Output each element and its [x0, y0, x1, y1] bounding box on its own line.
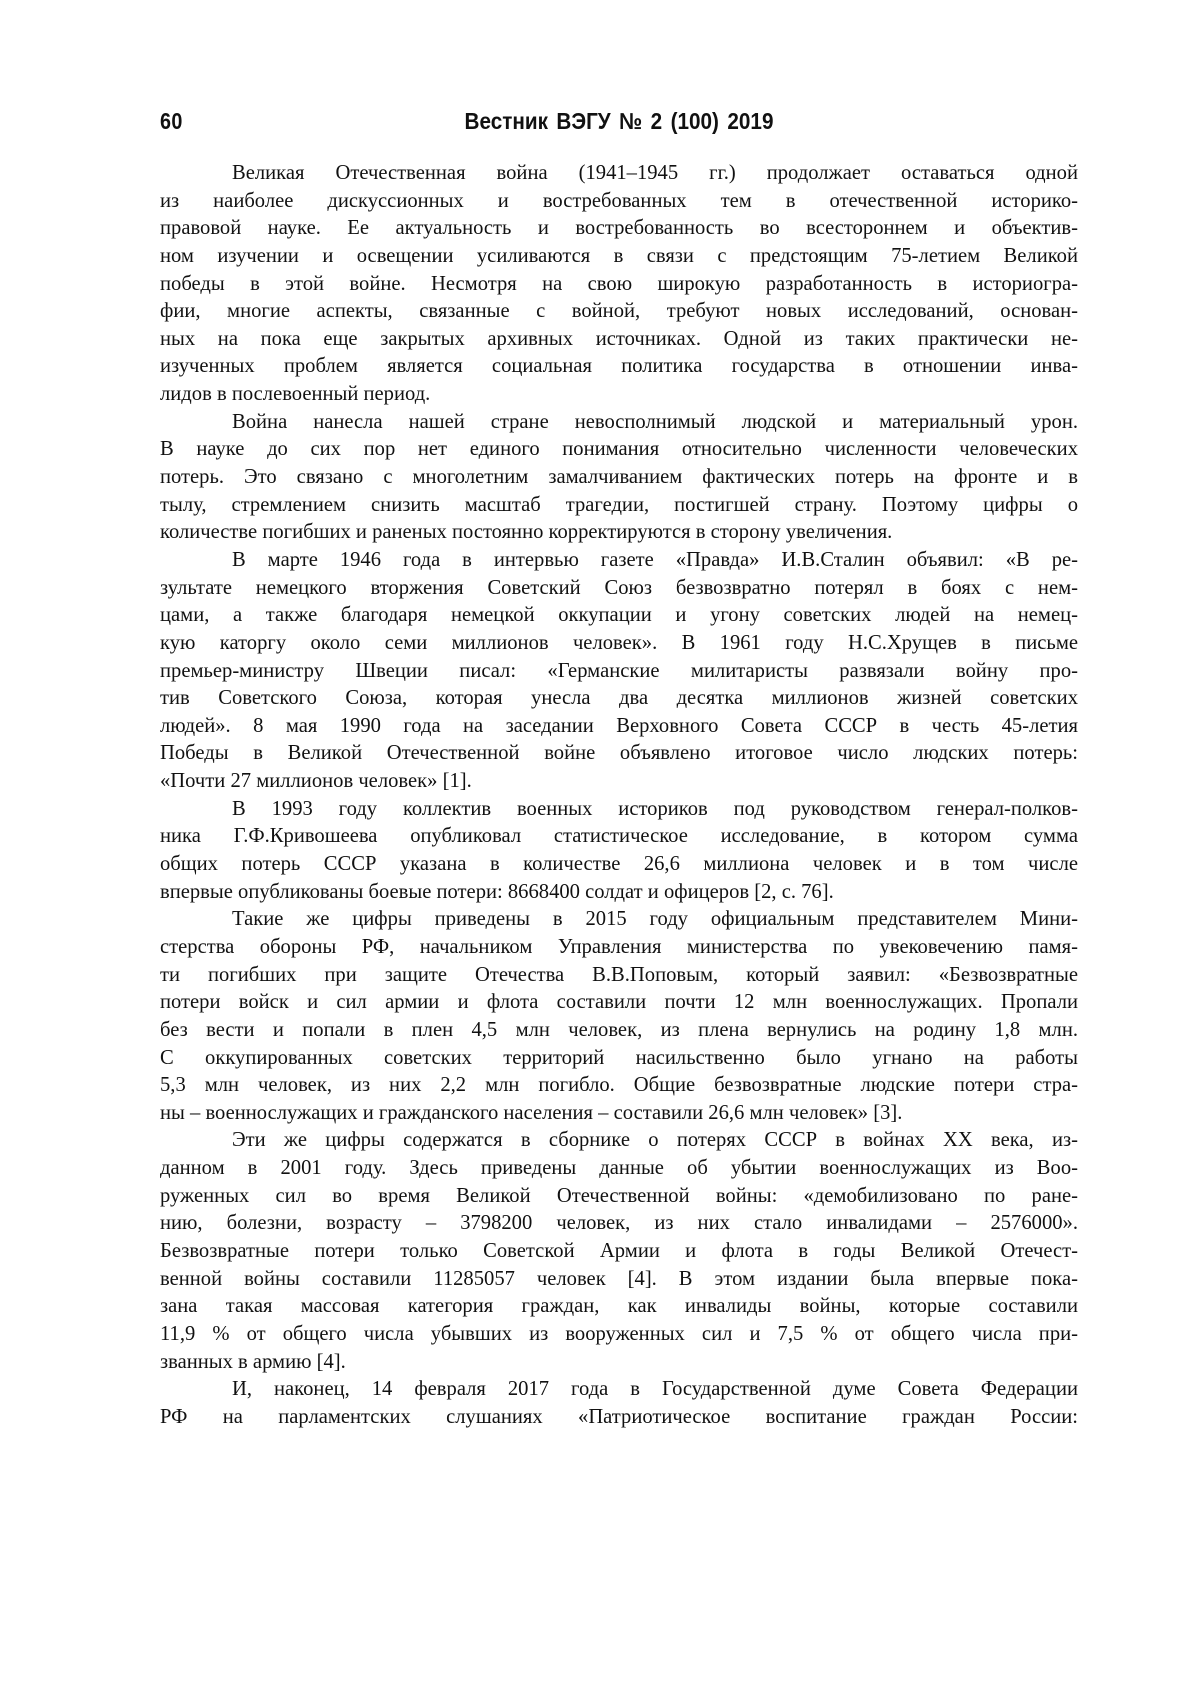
text-line: ном изучении и освещении усиливаются в связи с предстоящим 75-летием Великой — [160, 244, 1078, 267]
text-line: победы в этой войне. Несмотря на свою широкую разработанность в историогра- — [160, 272, 1078, 295]
text-line: И, наконец, 14 февраля 2017 года в Государственной думе Совета Федерации — [232, 1378, 1078, 1401]
text-line: общих потерь СССР указана в количестве 26,6 миллиона человек и в том числе — [160, 853, 1078, 876]
page-number: 60 — [160, 108, 183, 134]
text-line: В 1993 году коллектив военных историков под руководством генерал-полков- — [232, 797, 1078, 820]
paragraph — [160, 547, 1078, 796]
text-line: Война нанесла нашей стране невосполнимый людской и материальный урон. — [232, 410, 1078, 433]
text-line: тив Советского Союза, которая унесла два десятка миллионов жизней советских — [160, 687, 1078, 710]
text-line: правовой науке. Ее актуальность и востребованность во всестороннем и объектив- — [160, 217, 1078, 240]
text-line: руженных сил во время Великой Отечественной войны: «демобилизовано по ране- — [160, 1184, 1078, 1207]
text-line: В науке до сих пор нет единого понимания относительно численности человеческих — [160, 438, 1078, 461]
paragraph — [160, 906, 1078, 1127]
paragraph — [160, 1127, 1078, 1376]
text-line: Безвозвратные потери только Советской Армии и флота в годы Великой Отечест- — [160, 1239, 1078, 1262]
text-line: данном в 2001 году. Здесь приведены данные об убытии военнослужащих из Воо- — [160, 1157, 1078, 1180]
paragraph — [160, 409, 1078, 547]
text-line: фии, многие аспекты, связанные с войной, требуют новых исследований, основан- — [160, 300, 1078, 323]
text-line: 5,3 млн человек, из них 2,2 млн погибло. Общие безвозвратные людские потери стра- — [160, 1074, 1078, 1097]
text-line: С оккупированных советских территорий насильственно было угнано на работы — [160, 1046, 1078, 1069]
journal-title: Вестник ВЭГУ № 2 (100) 2019 — [464, 108, 774, 134]
text-line: количестве погибших и раненых постоянно корректируются в сторону увеличения. — [160, 521, 893, 544]
text-line: ных на пока еще закрытых архивных источниках. Одной из таких практически не- — [160, 327, 1078, 350]
paragraph — [160, 796, 1078, 907]
text-line: потери войск и сил армии и флота составили почти 12 млн военнослужащих. Пропали — [160, 991, 1078, 1014]
text-line: впервые опубликованы боевые потери: 8668400 солдат и офицеров [2, с. 76]. — [160, 880, 834, 903]
text-line: званных в армию [4]. — [160, 1350, 346, 1373]
text-line: ти погибших при защите Отечества В.В.Поповым, который заявил: «Безвозвратные — [160, 963, 1078, 986]
paragraph — [160, 1376, 1078, 1431]
text-line: потерь. Это связано с многолетним замалчиванием фактических потерь на фронте и в — [160, 466, 1078, 489]
text-line: Великая Отечественная война (1941–1945 гг.) продолжает оставаться одной — [232, 162, 1078, 184]
text-line: Эти же цифры содержатся в сборнике о потерях СССР в войнах XX века, из- — [232, 1129, 1078, 1152]
text-line: из наиболее дискуссионных и востребованных тем в отечественной историко- — [160, 189, 1078, 212]
text-line: кую каторгу около семи миллионов человек». В 1961 году Н.С.Хрущев в письме — [160, 631, 1078, 654]
text-line: изученных проблем является социальная политика государства в отношении инва- — [160, 355, 1078, 378]
text-line: 11,9 % от общего числа убывших из вооруженных сил и 7,5 % от общего числа при- — [160, 1322, 1078, 1345]
text-line: без вести и попали в плен 4,5 млн человек, из плена вернулись на родину 1,8 млн. — [160, 1018, 1078, 1041]
text-line: тылу, стремлением снизить масштаб трагедии, постигшей страну. Поэтому цифры о — [160, 493, 1078, 516]
text-line: ника Г.Ф.Кривошеева опубликовал статистическое исследование, в котором сумма — [160, 825, 1078, 848]
text-line: цами, а также благодаря немецкой оккупации и угону советских людей на немец- — [160, 604, 1078, 627]
article-body — [160, 160, 1078, 1431]
running-header — [160, 108, 1078, 148]
paragraph — [160, 160, 1078, 409]
text-line: В марте 1946 года в интервью газете «Правда» И.В.Сталин объявил: «В ре- — [232, 548, 1078, 571]
text-line: РФ на парламентских слушаниях «Патриотическое воспитание граждан России: — [160, 1405, 1078, 1428]
text-line: премьер-министру Швеции писал: «Германские милитаристы развязали войну про- — [160, 659, 1078, 682]
text-line: Такие же цифры приведены в 2015 году официальным представителем Мини- — [232, 908, 1078, 931]
text-line: зультате немецкого вторжения Советский Союз безвозвратно потерял в боях с нем- — [160, 576, 1078, 599]
text-line: стерства обороны РФ, начальником Управления министерства по увековечению памя- — [160, 935, 1078, 958]
text-line: нию, болезни, возрасту – 3798200 человек, из них стало инвалидами – 2576000». — [160, 1212, 1078, 1235]
text-line: Победы в Великой Отечественной войне объявлено итоговое число людских потерь: — [160, 742, 1078, 765]
text-line: лидов в послевоенный период. — [160, 383, 431, 406]
text-line: венной войны составили 11285057 человек [4]. В этом издании была впервые пока- — [160, 1267, 1078, 1290]
text-line: людей». 8 мая 1990 года на заседании Верховного Совета СССР в честь 45-летия — [160, 714, 1078, 737]
text-line: «Почти 27 миллионов человек» [1]. — [160, 770, 472, 793]
text-line: ны – военнослужащих и гражданского населения – составили 26,6 млн человек» [3]. — [160, 1101, 903, 1124]
text-line: зана такая массовая категория граждан, как инвалиды войны, которые составили — [160, 1295, 1078, 1318]
